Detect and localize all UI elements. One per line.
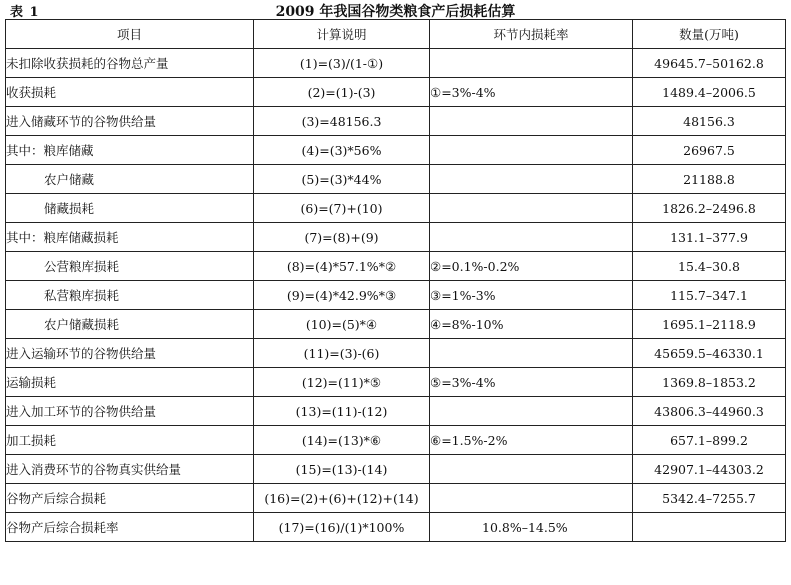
formula-cell: (3)=48156.3 [254, 107, 430, 136]
quantity-cell: 1489.4–2006.5 [633, 78, 786, 107]
item-cell: 储藏损耗 [6, 194, 254, 223]
quantity-cell: 26967.5 [633, 136, 786, 165]
item-cell: 私营粮库损耗 [6, 281, 254, 310]
item-cell: 进入运输环节的谷物供给量 [6, 339, 254, 368]
formula-cell: (5)=(3)*44% [254, 165, 430, 194]
formula-cell: (2)=(1)-(3) [254, 78, 430, 107]
header-quantity: 数量(万吨) [633, 20, 786, 49]
table-row [6, 513, 786, 542]
loss-rate-cell [430, 165, 633, 194]
quantity-cell [633, 513, 786, 542]
quantity-cell: 49645.7–50162.8 [633, 49, 786, 78]
loss-rate-cell: ⑤=3%-4% [430, 368, 633, 397]
formula-cell: (7)=(8)+(9) [254, 223, 430, 252]
header-item: 项目 [6, 20, 254, 49]
item-cell: 谷物产后综合损耗率 [6, 513, 254, 542]
quantity-cell: 48156.3 [633, 107, 786, 136]
loss-rate-cell [430, 49, 633, 78]
table-row [6, 194, 786, 223]
formula-cell: (13)=(11)-(12) [254, 397, 430, 426]
loss-rate-cell [430, 136, 633, 165]
quantity-cell: 45659.5–46330.1 [633, 339, 786, 368]
loss-rate-cell: ①=3%-4% [430, 78, 633, 107]
quantity-cell: 5342.4–7255.7 [633, 484, 786, 513]
formula-cell: (8)=(4)*57.1%*② [254, 252, 430, 281]
table-row [6, 339, 786, 368]
table-row [6, 455, 786, 484]
quantity-cell: 1695.1–2118.9 [633, 310, 786, 339]
loss-rate-cell: ③=1%-3% [430, 281, 633, 310]
table-row [6, 310, 786, 339]
item-cell: 谷物产后综合损耗 [6, 484, 254, 513]
table-row [6, 426, 786, 455]
item-cell: 进入消费环节的谷物真实供给量 [6, 455, 254, 484]
item-cell: 加工损耗 [6, 426, 254, 455]
item-cell: 农户储藏 [6, 165, 254, 194]
table-row [6, 136, 786, 165]
formula-cell: (10)=(5)*④ [254, 310, 430, 339]
formula-cell: (17)=(16)/(1)*100% [254, 513, 430, 542]
loss-rate-cell [430, 194, 633, 223]
quantity-cell: 1369.8–1853.2 [633, 368, 786, 397]
item-cell: 其中：粮库储藏 [6, 136, 254, 165]
quantity-cell: 115.7–347.1 [633, 281, 786, 310]
table-row [6, 223, 786, 252]
formula-cell: (9)=(4)*42.9%*③ [254, 281, 430, 310]
table-number-label: 表 1 [10, 5, 40, 20]
quantity-cell: 1826.2–2496.8 [633, 194, 786, 223]
formula-cell: (16)=(2)+(6)+(12)+(14) [254, 484, 430, 513]
table-row [6, 368, 786, 397]
quantity-cell: 43806.3–44960.3 [633, 397, 786, 426]
table-row [6, 281, 786, 310]
item-cell: 未扣除收获损耗的谷物总产量 [6, 49, 254, 78]
loss-rate-cell [430, 484, 633, 513]
table-caption [0, 0, 791, 20]
table-row [6, 484, 786, 513]
table-row [6, 49, 786, 78]
formula-cell: (14)=(13)*⑥ [254, 426, 430, 455]
table-title: 2009 年我国谷物类粮食产后损耗估算 [275, 4, 516, 20]
item-cell: 农户储藏损耗 [6, 310, 254, 339]
header-row [6, 20, 786, 49]
quantity-cell: 42907.1–44303.2 [633, 455, 786, 484]
table-header [6, 20, 786, 49]
item-cell: 其中：粮库储藏损耗 [6, 223, 254, 252]
loss-estimate-table [5, 19, 786, 542]
quantity-cell: 131.1–377.9 [633, 223, 786, 252]
formula-cell: (4)=(3)*56% [254, 136, 430, 165]
header-loss-rate: 环节内损耗率 [430, 20, 633, 49]
formula-cell: (15)=(13)-(14) [254, 455, 430, 484]
loss-rate-cell [430, 223, 633, 252]
table-row [6, 397, 786, 426]
formula-cell: (12)=(11)*⑤ [254, 368, 430, 397]
quantity-cell: 21188.8 [633, 165, 786, 194]
table-body [6, 49, 786, 542]
formula-cell: (11)=(3)-(6) [254, 339, 430, 368]
quantity-cell: 657.1–899.2 [633, 426, 786, 455]
item-cell: 收获损耗 [6, 78, 254, 107]
table-row [6, 165, 786, 194]
table-row [6, 252, 786, 281]
item-cell: 进入加工环节的谷物供给量 [6, 397, 254, 426]
loss-rate-cell [430, 455, 633, 484]
formula-cell: (1)=(3)/(1-①) [254, 49, 430, 78]
loss-rate-cell [430, 339, 633, 368]
loss-rate-cell [430, 397, 633, 426]
item-cell: 公营粮库损耗 [6, 252, 254, 281]
loss-rate-cell: ②=0.1%-0.2% [430, 252, 633, 281]
item-cell: 运输损耗 [6, 368, 254, 397]
quantity-cell: 15.4–30.8 [633, 252, 786, 281]
item-cell: 进入储藏环节的谷物供给量 [6, 107, 254, 136]
formula-cell: (6)=(7)+(10) [254, 194, 430, 223]
loss-rate-cell: ⑥=1.5%-2% [430, 426, 633, 455]
loss-rate-cell: ④=8%-10% [430, 310, 633, 339]
table-row [6, 78, 786, 107]
loss-rate-cell: 10.8%–14.5% [430, 513, 633, 542]
table-row [6, 107, 786, 136]
header-formula: 计算说明 [254, 20, 430, 49]
loss-rate-cell [430, 107, 633, 136]
